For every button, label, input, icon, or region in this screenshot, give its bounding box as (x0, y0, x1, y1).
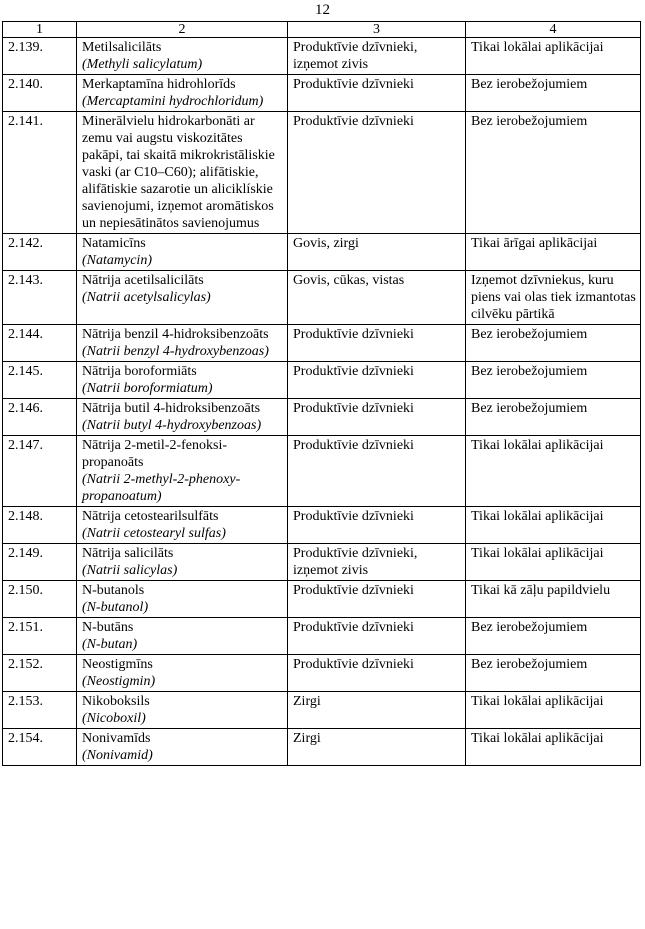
latin-name: (Natrii 2-methyl-2-phenoxy-propanoatum) (82, 472, 241, 504)
row-number: 2.149. (3, 544, 77, 581)
species-cell: Produktīvie dzīvnieki (288, 362, 466, 399)
restriction-cell: Bez ierobežojumiem (466, 112, 641, 234)
latin-name: (Natrii cetostearyl sulfas) (82, 526, 226, 541)
latin-name: (Natrii benzyl 4-hydroxybenzoas) (82, 344, 269, 359)
restriction-cell: Tikai lokālai aplikācijai (466, 692, 641, 729)
table-row (3, 436, 641, 507)
row-number: 2.145. (3, 362, 77, 399)
row-number: 2.148. (3, 507, 77, 544)
restriction-cell: Bez ierobežojumiem (466, 655, 641, 692)
substance-cell (77, 692, 288, 729)
row-number: 2.142. (3, 234, 77, 271)
table-row (3, 271, 641, 325)
species-cell: Produktīvie dzīvnieki (288, 325, 466, 362)
substance-name: Minerālvielu hidrokarbonāti ar zemu vai augstu viskozitātes pakāpi, tai skaitā mikrokristāliskie vaski (ar C10–C60); alifātiskie, alifātiskie sazarotie un aliciklískie savienojumi, izņemot aromātiskos un nepiesātinātos savienojumus (82, 114, 275, 231)
table-row (3, 38, 641, 75)
substance-name: N-butāns (82, 620, 134, 635)
species-cell: Govis, zirgi (288, 234, 466, 271)
species-cell: Produktīvie dzīvnieki, izņemot zivis (288, 544, 466, 581)
latin-name: (Natrii butyl 4-hydroxybenzoas) (82, 418, 262, 433)
species-cell: Produktīvie dzīvnieki (288, 436, 466, 507)
substance-name: N-butanols (82, 583, 145, 598)
restriction-cell: Tikai lokālai aplikācijai (466, 729, 641, 766)
restriction-cell: Bez ierobežojumiem (466, 399, 641, 436)
latin-name: (Nicoboxil) (82, 711, 146, 726)
column-header: 1 (3, 22, 77, 38)
restriction-cell: Bez ierobežojumiem (466, 75, 641, 112)
table-row (3, 325, 641, 362)
row-number: 2.143. (3, 271, 77, 325)
row-number: 2.154. (3, 729, 77, 766)
restriction-cell: Tikai kā zāļu papildvielu (466, 581, 641, 618)
latin-name: (Nonivamid) (82, 748, 153, 763)
row-number: 2.151. (3, 618, 77, 655)
table-row (3, 399, 641, 436)
substance-cell (77, 271, 288, 325)
substance-name: Nātrija acetilsalicilāts (82, 273, 204, 288)
substance-name: Nātrija boroformiāts (82, 364, 197, 379)
restriction-cell: Tikai lokālai aplikācijai (466, 436, 641, 507)
substance-name: Nātrija benzil 4-hidroksibenzoāts (82, 327, 269, 342)
substance-cell (77, 75, 288, 112)
latin-name: (Natrii salicylas) (82, 563, 178, 578)
species-cell: Produktīvie dzīvnieki (288, 112, 466, 234)
latin-name: (Natrii acetylsalicylas) (82, 290, 211, 305)
restriction-cell: Tikai ārīgai aplikācijai (466, 234, 641, 271)
restriction-cell: Tikai lokālai aplikācijai (466, 38, 641, 75)
substance-name: Nātrija butil 4-hidroksibenzoāts (82, 401, 261, 416)
substance-name: Nātrija 2-metil-2-fenoksi-propanoāts (82, 438, 228, 470)
row-number: 2.146. (3, 399, 77, 436)
substance-cell (77, 729, 288, 766)
latin-name: (N-butanol) (82, 600, 149, 615)
table-row (3, 544, 641, 581)
restriction-cell: Bez ierobežojumiem (466, 325, 641, 362)
substance-cell (77, 112, 288, 234)
page-number: 12 (315, 2, 330, 18)
row-number: 2.141. (3, 112, 77, 234)
table-row (3, 112, 641, 234)
species-cell: Produktīvie dzīvnieki, izņemot zivis (288, 38, 466, 75)
species-cell: Produktīvie dzīvnieki (288, 581, 466, 618)
substance-cell (77, 399, 288, 436)
species-cell: Produktīvie dzīvnieki (288, 618, 466, 655)
table-row (3, 729, 641, 766)
table-body (3, 38, 641, 766)
substance-name: Natamicīns (82, 236, 146, 251)
substance-cell (77, 325, 288, 362)
substance-name: Nikoboksils (82, 694, 150, 709)
row-number: 2.144. (3, 325, 77, 362)
column-header: 4 (466, 22, 641, 38)
substance-name: Nātrija cetostearilsulfāts (82, 509, 219, 524)
table-row (3, 655, 641, 692)
substance-cell (77, 436, 288, 507)
restriction-cell: Izņemot dzīvniekus, kuru piens vai olas tiek izmantotas cilvēku pārtikā (466, 271, 641, 325)
column-header: 2 (77, 22, 288, 38)
species-cell: Produktīvie dzīvnieki (288, 399, 466, 436)
latin-name: (Mercaptamini hydrochloridum) (82, 94, 264, 109)
species-cell: Produktīvie dzīvnieki (288, 507, 466, 544)
table-row (3, 234, 641, 271)
substance-cell (77, 618, 288, 655)
substance-name: Nonivamīds (82, 731, 151, 746)
latin-name: (N-butan) (82, 637, 138, 652)
latin-name: (Methyli salicylatum) (82, 57, 203, 72)
table-row (3, 75, 641, 112)
substance-cell (77, 544, 288, 581)
table-row (3, 507, 641, 544)
table-row (3, 618, 641, 655)
species-cell: Govis, cūkas, vistas (288, 271, 466, 325)
restriction-cell: Bez ierobežojumiem (466, 362, 641, 399)
restriction-cell: Bez ierobežojumiem (466, 618, 641, 655)
substance-name: Merkaptamīna hidrohlorīds (82, 77, 236, 92)
restriction-cell: Tikai lokālai aplikācijai (466, 507, 641, 544)
species-cell: Zirgi (288, 729, 466, 766)
species-cell: Produktīvie dzīvnieki (288, 75, 466, 112)
substance-cell (77, 362, 288, 399)
table-row (3, 581, 641, 618)
substance-name: Nātrija salicilāts (82, 546, 174, 561)
substances-table (2, 21, 641, 766)
substance-name: Metilsalicilāts (82, 40, 162, 55)
species-cell: Zirgi (288, 692, 466, 729)
substance-cell (77, 234, 288, 271)
substance-cell (77, 581, 288, 618)
row-number: 2.139. (3, 38, 77, 75)
substance-cell (77, 655, 288, 692)
row-number: 2.153. (3, 692, 77, 729)
substance-cell (77, 507, 288, 544)
row-number: 2.152. (3, 655, 77, 692)
row-number: 2.150. (3, 581, 77, 618)
column-header: 3 (288, 22, 466, 38)
table-row (3, 362, 641, 399)
latin-name: (Natamycin) (82, 253, 152, 268)
latin-name: (Natrii boroformiatum) (82, 381, 213, 396)
row-number: 2.140. (3, 75, 77, 112)
table-header-row (3, 22, 641, 38)
restriction-cell: Tikai lokālai aplikācijai (466, 544, 641, 581)
table-row (3, 692, 641, 729)
substance-name: Neostigmīns (82, 657, 153, 672)
species-cell: Produktīvie dzīvnieki (288, 655, 466, 692)
substance-cell (77, 38, 288, 75)
row-number: 2.147. (3, 436, 77, 507)
latin-name: (Neostigmin) (82, 674, 156, 689)
